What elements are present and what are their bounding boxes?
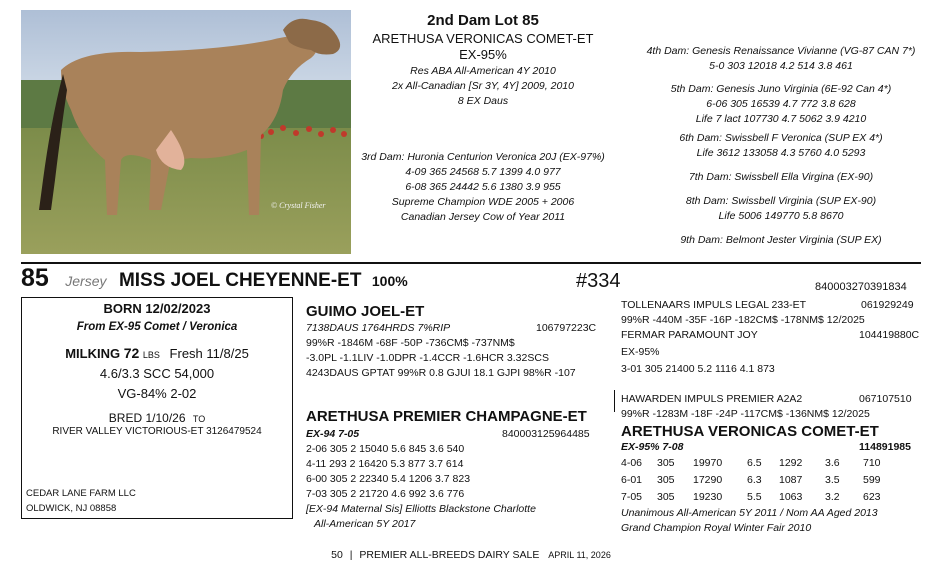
record-cell: 7-05: [621, 491, 643, 503]
sire-proof: 99%R -1846M -68F -50P -736CM$ -737NM$: [306, 337, 515, 349]
sire-dam-record: 3-01 305 21400 5.2 1116 4.1 873: [621, 363, 775, 375]
record-cell: 710: [863, 457, 881, 469]
sire-dam-name: FERMAR PARAMOUNT JOY: [621, 329, 758, 341]
sire-id: 106797223C: [536, 322, 597, 334]
bred-line: [22, 411, 292, 425]
sire-daughters: 7138DAUS 1764HRDS 7%RIP: [306, 322, 451, 334]
second-dam-heading: 2nd Dam Lot 85: [427, 12, 539, 29]
dam-dam-id: 114891985: [859, 441, 911, 453]
dam-dam-note: Grand Champion Royal Winter Fair 2010: [621, 522, 812, 534]
dam-score: EX-94 7-05: [306, 428, 360, 440]
sire-sire-name: TOLLENAARS IMPULS LEGAL 233-ET: [621, 299, 806, 311]
record-cell: 19230: [693, 491, 723, 503]
sire-name: GUIMO JOEL-ET: [306, 303, 425, 320]
lot-id: 840003270391834: [815, 281, 907, 293]
eighth-dam: 8th Dam: Swissbell Virginia (SUP EX-90): [685, 195, 877, 207]
lot-breed: Jersey: [65, 273, 107, 289]
record-cell: 6.3: [747, 474, 762, 486]
dam-note: All-American 5Y 2017: [314, 518, 416, 530]
lot-percent: 100%: [371, 273, 408, 289]
sire-dam-score: EX-95%: [621, 346, 660, 358]
record-cell: 1087: [779, 474, 803, 486]
fifth-dam: 5th Dam: Genesis Juno Virginia (6E-92 Can 4*): [670, 83, 892, 95]
dam-record: 7-03 305 2 21720 4.6 992 3.6 776: [306, 488, 465, 500]
record-cell: 19970: [693, 457, 723, 469]
born-date: BORN 12/02/2023: [103, 301, 211, 316]
sire-sire-id: 061929249: [861, 299, 914, 311]
sire-dam-id: 104419880C: [859, 329, 920, 341]
cow-photo: [21, 10, 351, 254]
third-dam-line: Canadian Jersey Cow of Year 2011: [400, 211, 566, 223]
components: 4.6/3.3 SCC 54,000: [99, 366, 215, 381]
footer: [0, 549, 942, 561]
dam-note: [EX-94 Maternal Sis] Elliotts Blackstone Charlotte: [306, 503, 536, 515]
second-dam-score: EX-95%: [459, 47, 507, 62]
record-cell: 305: [657, 491, 675, 503]
sire-genomics: 4243DAUS GPTAT 99%R 0.8 GJUI 18.1 GJPI 98%R -107: [306, 367, 576, 379]
record-cell: 6-01: [621, 474, 643, 486]
classification: VG-84% 2-02: [117, 386, 197, 401]
record-cell: 623: [863, 491, 881, 503]
second-dam-name: ARETHUSA VERONICAS COMET-ET: [372, 31, 594, 46]
dam-record: 6-00 305 2 22340 5.4 1206 3.7 823: [306, 473, 471, 485]
milking-line: [22, 345, 292, 361]
dam-pedigree: [621, 392, 921, 536]
lot-name: MISS JOEL CHEYENNE-ET: [118, 270, 362, 291]
fourth-dam-record: 5-0 303 12018 4.2 514 3.8 461: [709, 60, 853, 72]
sire-sire-proof: 99%R -440M -35F -16P -182CM$ -178NM$ 12/2025: [621, 314, 865, 326]
third-dam-line: 4-09 365 24568 5.7 1399 4.0 977: [405, 166, 561, 178]
record-cell: 3.6: [825, 457, 840, 469]
dam-dam-note: Unanimous All-American 5Y 2011 / Nom AA Aged 2013: [621, 507, 878, 519]
record-cell: 3.5: [825, 474, 840, 486]
dam-name: ARETHUSA PREMIER CHAMPAGNE-ET: [306, 408, 587, 425]
record-cell: 305: [657, 474, 675, 486]
sire-block: [306, 303, 611, 381]
third-dam-heading: 3rd Dam: Huronia Centurion Veronica 20J (EX-97%): [361, 151, 605, 163]
table-row: [620, 455, 882, 472]
photo-credit: © Crystal Fisher: [271, 201, 326, 210]
third-dam-line: 6-08 365 24442 5.6 1380 3.9 955: [405, 181, 561, 193]
lot-header: [21, 264, 408, 294]
second-dam-block: [355, 12, 611, 109]
dam-dam-score: EX-95% 7-08: [621, 441, 684, 453]
record-cell: 1292: [779, 457, 803, 469]
table-row: [620, 472, 882, 489]
dam-sire-id: 067107510: [859, 393, 912, 405]
sixth-dam: 6th Dam: Swissbell F Veronica (SUP EX 4*): [679, 132, 883, 144]
sixth-dam-record: Life 3612 133058 4.3 5760 4.0 5293: [696, 147, 866, 159]
ninth-dam: 9th Dam: Belmont Jester Virginia (SUP EX): [680, 234, 882, 246]
dam-block: [306, 408, 611, 532]
record-cell: 305: [657, 457, 675, 469]
fresh-date: Fresh 11/8/25: [169, 346, 249, 361]
dam-dam-name: ARETHUSA VERONICAS COMET-ET: [621, 423, 879, 440]
from-pedigree: From EX-95 Comet / Veronica: [76, 321, 238, 333]
lot-registration: #334: [576, 270, 621, 292]
milking-value: 72: [123, 345, 140, 361]
dam-record: 2-06 305 2 15040 5.6 845 3.6 540: [306, 443, 465, 455]
footer-date: APRIL 11, 2026: [548, 550, 611, 560]
third-dam-block: [355, 150, 611, 225]
cow-photo-illustration: [21, 10, 351, 254]
sire-traits: -3.0PL -1.1LIV -1.0DPR -1.4CCR -1.6HCR 3.32SCS: [306, 352, 549, 364]
bred-to: TO: [192, 414, 206, 424]
record-cell: 5.5: [747, 491, 762, 503]
record-cell: 6.5: [747, 457, 762, 469]
second-dam-note: 8 EX Daus: [457, 95, 509, 107]
bred-date: BRED 1/10/26: [108, 411, 186, 425]
table-row: [620, 489, 882, 506]
milking-label: MILKING: [65, 346, 121, 361]
farm-name: CEDAR LANE FARM LLC: [26, 488, 136, 499]
pedigree-right: [628, 44, 934, 248]
seventh-dam: 7th Dam: Swissbell Ella Virgina (EX-90): [688, 171, 874, 183]
dam-id: 840003125964485: [502, 428, 590, 440]
bred-sire: RIVER VALLEY VICTORIOUS-ET 3126479524: [52, 426, 262, 437]
milking-unit: LBS: [142, 350, 160, 360]
dam-sire-proof: 99%R -1283M -18F -24P -117CM$ -136NM$ 12/2025: [621, 408, 870, 420]
fifth-dam-record: Life 7 lact 107730 4.7 5062 3.9 4210: [695, 113, 867, 125]
record-cell: 1063: [779, 491, 803, 503]
fifth-dam-record: 6-06 305 16539 4.7 772 3.8 628: [706, 98, 856, 110]
record-cell: 17290: [693, 474, 723, 486]
fourth-dam: 4th Dam: Genesis Renaissance Vivianne (VG-87 CAN 7*): [646, 45, 916, 57]
info-box: [21, 297, 293, 519]
eighth-dam-record: Life 5006 149770 5.8 8670: [718, 210, 844, 222]
farm-location: OLDWICK, NJ 08858: [26, 503, 117, 514]
lot-number: 85: [21, 264, 49, 292]
record-cell: 4-06: [621, 457, 643, 469]
footer-separator: |: [349, 549, 353, 561]
dam-sire-name: HAWARDEN IMPULS PREMIER A2A2: [621, 393, 803, 405]
record-cell: 3.2: [825, 491, 840, 503]
footer-title: PREMIER ALL-BREEDS DAIRY SALE: [359, 549, 540, 561]
dam-dam-records: [620, 455, 882, 506]
page-number: 50: [331, 549, 343, 561]
record-cell: 599: [863, 474, 881, 486]
sire-pedigree: [621, 298, 921, 377]
dam-record: 4-11 293 2 16420 5.3 877 3.7 614: [306, 458, 464, 470]
divider-vertical: [614, 390, 615, 412]
third-dam-line: Supreme Champion WDE 2005 + 2006: [391, 196, 575, 208]
second-dam-note: 2x All-Canadian [Sr 3Y, 4Y] 2009, 2010: [392, 80, 574, 92]
second-dam-note: Res ABA All-American 4Y 2010: [410, 65, 556, 77]
